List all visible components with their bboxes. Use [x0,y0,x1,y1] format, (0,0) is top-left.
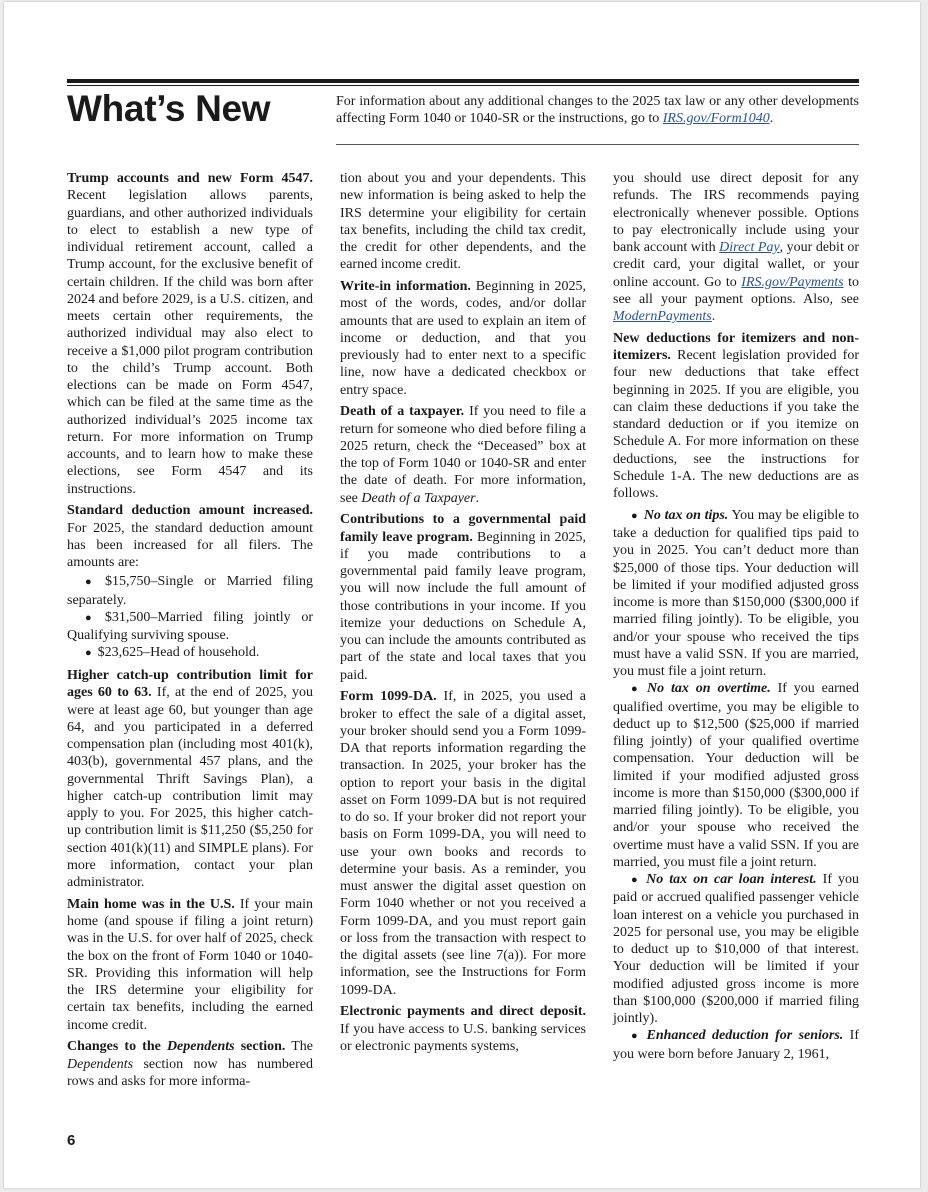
bullet-icon: ● [631,509,638,522]
header-rule-thin [67,85,859,86]
section-dependents: Changes to the Dependents section. The Dependents section now has numbered rows and asks for more informa- [67,1039,314,1089]
list-item: ● No tax on car loan interest. If you paid or accrued qualified passenger vehicle loan interest on a vehicle you purchased in 2025 for personal use, you may be eligible to deduct up to $10,000 of that interest. Your deduction will be limited if your modified adjusted gross income is more than $100,000 ($200,000 if married filing jointly). [613,872,860,1026]
list-item: ● $31,500–Married filing jointly or Qualifying surviving spouse. [67,609,313,643]
bullet-icon: ● [631,683,642,696]
page [4,2,920,1188]
section-catch-up: Higher catch-up contribution limit for ages 60 to 63. If, at the end of 2025, you were at least age 60, but younger than age 64, and you participated in a deferred compensation plan (including most 401(k), 403(b), governmental 457 plans, and the governmental Thrift Savings Plan), a higher catch-up contribution limit may apply to you. For 2025, this higher catch-up contribution limit is $11,250 ($5,250 for section 401(k)(11) and SIMPLE plans). For more information, contact your plan administrator. [67,668,313,890]
page-number: 6 [67,1132,76,1149]
irs-payments-link[interactable]: IRS.gov/Payments [741,274,844,290]
intro-rule [336,144,859,145]
list-item: ● Enhanced deduction for seniors. If you were born before January 2, 1961, [613,1028,859,1062]
list-item: ● $15,750–Single or Married filing separately. [67,574,313,608]
bullet-icon: ● [85,647,92,660]
column-3 [613,170,859,1063]
irs-form1040-link[interactable]: IRS.gov/Form1040 [662,111,770,127]
section-write-in: Write-in information. Beginning in 2025, most of the words, codes, and/or dollar amounts that are used to explain an item of income or deduction, and that you previously had to enter next to a specific line, now have a dedicated checkbox or entry space. [340,279,586,398]
page-title: What’s New [67,88,271,129]
list-item: ● No tax on overtime. If you earned qualified overtime, you may be eligible to deduct up to $12,500 ($25,000 if married filing jointly) of your qualified overtime compensation. Your deduction will be limited if your modified adjusted gross income is more than $150,000 ($300,000 if married filing jointly). To be eligible, you and/or your spouse who received the overtime must have a valid SSN. If you are married, you must file a joint return. [613,681,859,870]
direct-pay-link[interactable]: Direct Pay [719,240,780,255]
list-item: ● No tax on tips. You may be eligible to take a deduction for qualified tips paid to you in 2025. You can’t deduct more than $25,000 of those tips. Your deduction will be limited if your modified adjusted gross income is more than $150,000 ($300,000 if married filing jointly). To be eligible, you and/or your spouse who received the tips must have a valid SSN. If you are married, you must file a joint return. [613,507,859,679]
list-item: ● $23,625–Head of household. [85,645,260,661]
section-electronic-payments: Electronic payments and direct deposit. If you have access to U.S. banking services or electronic payments systems, [340,1004,586,1054]
bullet-icon: ● [85,576,100,589]
section-main-home: Main home was in the U.S. If your main home (and spouse if filing a joint return) was in the U.S. for over half of 2025, check the box on the front of Form 1040 or 1040-SR. Providing this information will help the IRS determine your eligibility for certain tax benefits, including the earned income credit. [67,896,313,1033]
section-standard-deduction: Standard deduction amount increased. For 2025, the standard deduction amount has been increased for all filers. The amounts are: [67,503,313,570]
section-trump-accounts: Trump accounts and new Form 4547. Recent legislation allows parents, guardians, and other authorized individuals to elect to establish a new type of individual retirement account, called a Trump account, for the exclusive benefit of certain children. If the child was born after 2024 and before 2029, is a U.S. citizen, and meets certain other requirements, the authorized individual may also elect to receive a $1,000 pilot program contribution to the child’s Trump account. Both elections can be made on Form 4547, which can be filed at the same time as the authorized individual’s 2025 income tax return. For more information on Trump accounts, and to learn how to make these elections, see Form 4547 and its instructions. [67,171,313,497]
bullet-icon: ● [631,1030,641,1043]
bullet-icon: ● [631,874,641,886]
section-electronic-payments-cont: you should use direct deposit for any refunds. The IRS recommends paying electronically whenever possible. Options to pay electronically include using your bank account with Direct Pay, your debit or credit card, your digital wallet, or your online account. Go to IRS.gov/Payments to see all your payment options. Also, see ModernPayments. [613,171,860,324]
section-dependents-cont: tion about you and your dependents. This new information is being asked to help the IRS determine your eligibility for certain tax benefits, including the child tax credit, the credit for other dependents, and the earned income credit. [340,171,586,273]
bullet-icon: ● [85,611,99,624]
column-1 [67,170,313,1095]
section-paid-family-leave: Contributions to a governmental paid family leave program. Beginning in 2025, if you made contributions to a governmental paid family leave program, you will now include the full amount of those contributions in your income. If you itemize your deductions on Schedule A, you can include the amounts contributed as part of the state and local taxes that you paid. [340,512,586,683]
section-death-taxpayer: Death of a taxpayer. If you need to file a return for someone who died before filing a 2025 return, check the “Deceased” box at the top of Form 1040 or 1040-SR and enter the date of death. For more information, see Death of a Taxpayer. [340,404,587,506]
section-new-deductions: New deductions for itemizers and non-itemizers. Recent legislation provided for four new deductions that take effect beginning in 2025. If you are eligible, you can claim these deductions if you take the standard deduction or if you itemize on Schedule A. For more information on these deductions, see the instructions for Schedule 1-A. The new deductions are as follows. [613,330,859,501]
section-form-1099-da: Form 1099-DA. If, in 2025, you used a broker to effect the sale of a digital asset, your broker should send you a Form 1099-DA that reports information regarding the transaction. In 2025, your broker has the option to report your basis in the digital asset on Form 1099-DA but is not required to do so. If your broker did not report your basis on Form 1099-DA, you will need to use your own books and records to determine your basis. As a reminder, you must answer the digital asset question on Form 1040 whether or not you received a Form 1099-DA, and you must report gain or loss from the transaction with respect to the digital assets (see line 7(a)). For more information, see the Instructions for Form 1099-DA. [340,689,587,998]
modern-payments-link[interactable]: ModernPayments [613,309,712,324]
column-2 [340,170,586,1060]
header-rule-thick [67,79,859,83]
intro-paragraph: For information about any additional changes to the 2025 tax law or any other developments affecting Form 1040 or 1040-SR or the instructions, go to IRS.gov/Form1040. [336,94,859,127]
